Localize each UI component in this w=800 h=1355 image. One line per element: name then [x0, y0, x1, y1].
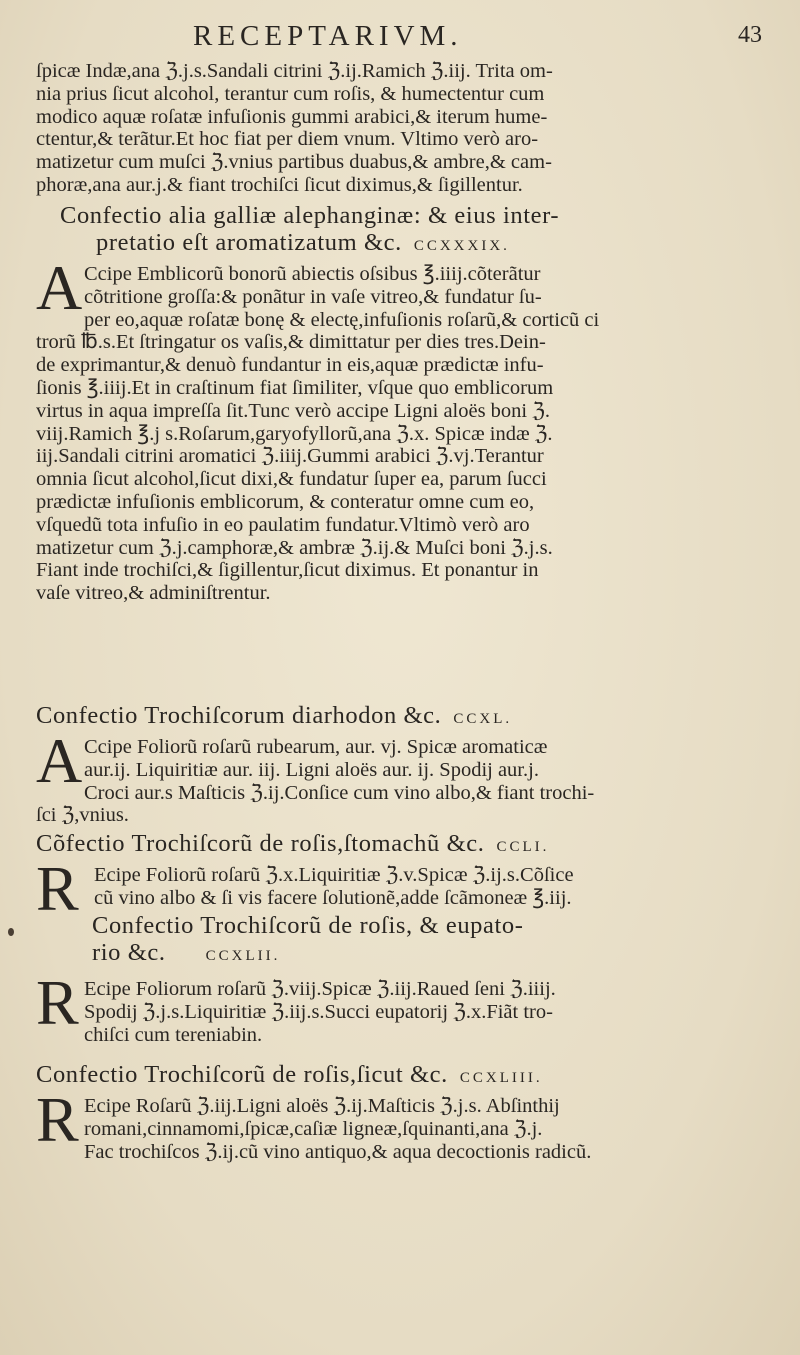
- text-line: ſpicæ Indæ,ana ℨ.j.s.Sandali citrini ℨ.ij.Ramich ℨ.iij. Trita om-: [36, 60, 553, 82]
- recipe-section: [36, 202, 771, 605]
- text-line: romani,cinnamomi,ſpicæ,caſiæ ligneæ,ſquinanti,ana ℨ.j.: [84, 1117, 543, 1140]
- text-line: iij.Sandali citrini aromatici ℨ.iiij.Gummi arabici ℨ.vj.Terantur: [36, 445, 544, 468]
- text-line: omnia ſicut alcohol,ſicut dixi,& fundatur ſuper ea, parum ſucci: [36, 468, 547, 491]
- chapter-number: CCXL.: [453, 711, 513, 727]
- text-line: nia prius ſicut alcohol, terantur cum roſis, & humectentur cum: [36, 82, 545, 105]
- page-number: 43: [738, 22, 762, 48]
- section-heading: [36, 1061, 771, 1092]
- text-line: vaſe vitreo,& adminiſtrentur.: [36, 582, 271, 605]
- text-line: matizetur cum muſci ℨ.vnius partibus duabus,& ambre,& cam-: [36, 151, 552, 174]
- text-line: viij.Ramich ℥.j s.Roſarum,garyofyllorũ,ana ℨ.x. Spicæ indæ ℨ.: [36, 422, 553, 445]
- text-line: Ecipe Foliorũ roſarũ ℨ.x.Liquiritiæ ℨ.v.Spicæ ℨ.ij.s.Cõſice: [94, 864, 574, 886]
- text-line: aur.ij. Liquiritiæ aur. iij. Ligni aloës aur. ij. Spodij aur.j.: [84, 758, 539, 781]
- heading-text: Cõfectio Trochiſcorũ de roſis,ſtomachũ &c.: [36, 830, 485, 857]
- text-line: cũ vino albo & ſi vis facere ſolutionẽ,adde ſcãmoneæ ℥.iij.: [94, 886, 572, 909]
- text-line: ctentur,& terãtur.Et hoc fiat per diem vnum. Vltimo verò aro-: [36, 128, 539, 151]
- page-header: [0, 20, 800, 60]
- section-body: [36, 725, 771, 827]
- recipe-section: [36, 830, 771, 924]
- text-line: Ecipe Foliorum roſarũ ℨ.viij.Spicæ ℨ.iij.Raued ſeni ℨ.iiij.: [84, 978, 556, 1000]
- text-line: per eo,aquæ roſatæ bonę & electę,infuſionis roſarũ,& corticũ ci: [84, 308, 600, 331]
- heading-text: Confectio Trochiſcorũ de roſis,ſicut &c.: [36, 1061, 448, 1088]
- ink-spot: [8, 928, 14, 936]
- text-line: phoræ,ana aur.j.& fiant trochiſci ſicut diximus,& ſigillentur.: [36, 173, 523, 196]
- text-line: de exprimantur,& denuò fundantur in eis,aquæ prædictæ infu-: [36, 354, 544, 377]
- section-body: [36, 967, 771, 1046]
- section-body: [36, 853, 771, 924]
- drop-cap: R: [36, 967, 79, 1038]
- heading-text: Confectio Trochiſcorum diarhodon &c.: [36, 702, 442, 729]
- drop-cap: A: [36, 252, 83, 323]
- text-line: cõtritione groſſa:& ponãtur in vaſe vitreo,& fundatur ſu-: [84, 285, 542, 308]
- text-line: Ecipe Roſarũ ℨ.iij.Ligni aloës ℨ.ij.Maſticis ℨ.j.s. Abſinthij: [84, 1095, 560, 1117]
- text-line: Ccipe Emblicorũ bonorũ abiectis oſsibus ℥.iiij.cõterãtur: [84, 263, 541, 285]
- text-line: Fac trochiſcos ℨ.ij.cũ vino antiquo,& aqua decoctionis radicũ.: [84, 1140, 592, 1163]
- chapter-number: CCXLII.: [205, 948, 281, 964]
- recipe-section: [36, 912, 771, 1046]
- heading-text: pretatio eſt aromatizatum &c.: [96, 229, 402, 256]
- text-line: Spodij ℨ.j.s.Liquiritiæ ℨ.iij.s.Succi eupatorij ℨ.x.Fiãt tro-: [84, 1000, 553, 1023]
- heading-text: Confectio alia galliæ alephanginæ: & eius inter-: [60, 202, 560, 229]
- text-line: ſionis ℥.iiij.Et in craſtinum fiat ſimiliter, vſque quo emblicorum: [36, 376, 554, 399]
- section-body: [36, 1084, 771, 1163]
- section-heading: [36, 702, 771, 733]
- section-body: [36, 252, 771, 605]
- recipe-section: [36, 1061, 771, 1163]
- chapter-number: CCXXXIX.: [413, 238, 510, 254]
- text-line: chiſci cum tereniabin.: [84, 1023, 263, 1046]
- intro-paragraph: [36, 60, 771, 197]
- text-line: trorũ ℔.s.Et ſtringatur os vaſis,& dimittatur per dies tres.Dein-: [36, 331, 546, 354]
- heading-text: rio &c.: [92, 939, 166, 966]
- section-heading: [36, 912, 771, 939]
- text-line: Ccipe Foliorũ roſarũ rubearum, aur. vj. Spicæ aromaticæ: [84, 736, 548, 758]
- text-line: Croci aur.s Maſticis ℨ.ij.Conſice cum vino albo,& fiant trochi-: [84, 781, 595, 804]
- drop-cap: R: [36, 1084, 79, 1155]
- section-heading: [36, 830, 771, 861]
- chapter-number: CCXLIII.: [459, 1070, 543, 1086]
- text-line: virtus in aqua impreſſa ſit.Tunc verò accipe Ligni aloës boni ℨ.: [36, 399, 551, 422]
- text-line: ſci ℨ,vnius.: [36, 804, 129, 827]
- text-line: vſquedũ tota infuſio in eo paulatim fundatur.Vltimò verò aro: [36, 513, 530, 536]
- section-heading: [36, 202, 771, 229]
- drop-cap: A: [36, 725, 83, 796]
- running-title: RECEPTARIVM.: [193, 20, 463, 52]
- drop-cap: R: [36, 853, 79, 924]
- heading-text: Confectio Trochiſcorũ de roſis, & eupato-: [92, 912, 524, 939]
- text-line: matizetur cum ℨ.j.camphoræ,& ambræ ℨ.ij.& Muſci boni ℨ.j.s.: [36, 536, 553, 559]
- text-line: prædictæ infuſionis emblicorum, & conteratur omne cum eo,: [36, 490, 535, 513]
- section-heading: [36, 229, 771, 260]
- text-line: modico aquæ roſatæ infuſionis gummi arabici,& iterum hume-: [36, 105, 548, 128]
- recipe-section: [36, 702, 771, 827]
- chapter-number: CCLI.: [496, 839, 550, 855]
- text-line: Fiant inde trochiſci,& ſigillentur,ſicut diximus. Et ponantur in: [36, 559, 539, 582]
- section-heading: [36, 939, 771, 970]
